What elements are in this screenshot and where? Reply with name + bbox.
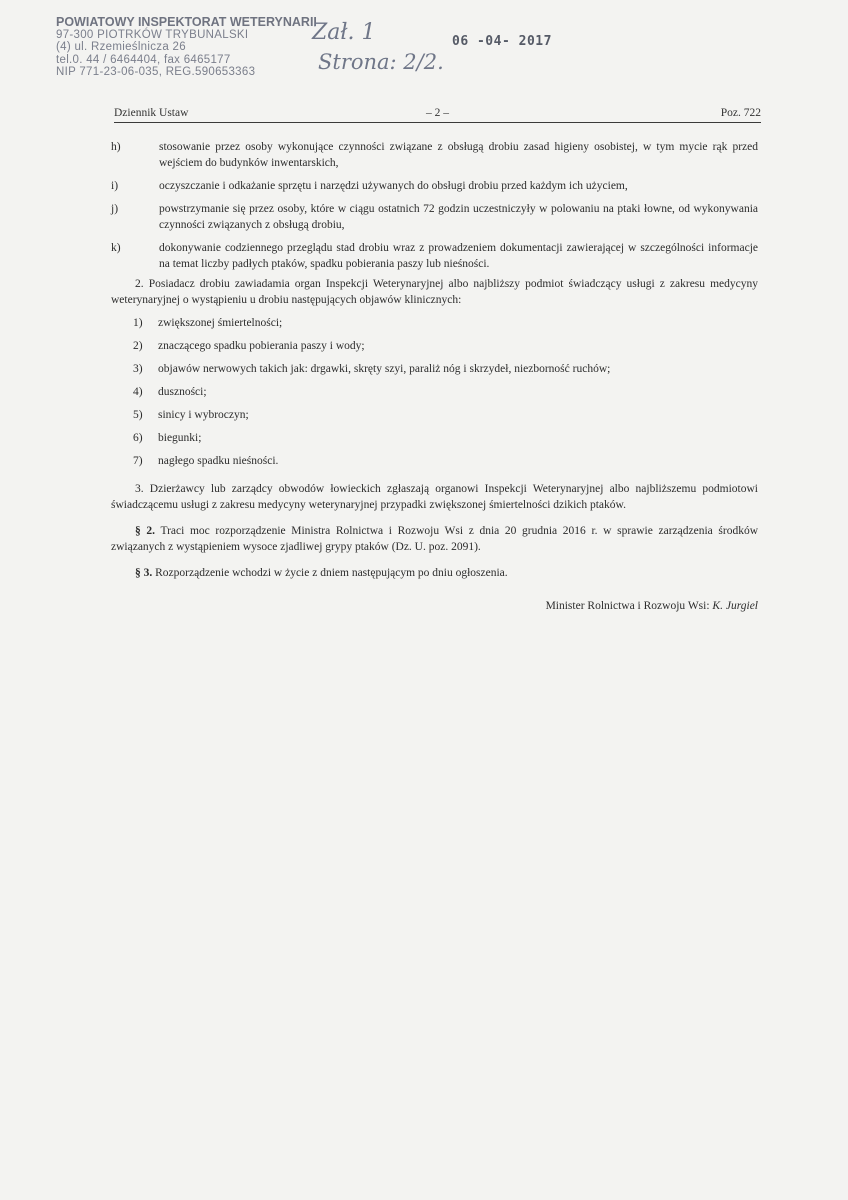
section-2 — [111, 523, 758, 555]
list-item-text: objawów nerwowych takich jak: drgawki, skręty szyi, paraliż nóg i skrzydeł, niezborność ruchów; — [158, 363, 611, 375]
list-item — [111, 178, 758, 194]
date-stamp: 06 -04- 2017 — [452, 34, 552, 49]
list-marker: i) — [111, 180, 119, 192]
document-body — [111, 139, 758, 614]
list-marker: h) — [111, 141, 121, 153]
stamp-line: NIP 771-23-06-035, REG.590653363 — [56, 66, 256, 79]
handwritten-page-note: Strona: 2/2. — [318, 50, 444, 74]
list-marker: 3) — [133, 363, 143, 375]
list-item — [111, 430, 758, 446]
signature — [111, 598, 758, 614]
stamp-line: tel.0. 44 / 6464404, fax 6465177 — [56, 53, 231, 66]
section-3 — [111, 565, 758, 581]
list-item — [111, 139, 758, 171]
stamp-line: (4) ul. Rzemieślnicza 26 — [56, 41, 186, 54]
list-item — [111, 240, 758, 272]
handwritten-attachment-note: Zał. 1 — [312, 20, 376, 45]
list-item-text: oczyszczanie i odkażanie sprzętu i narzędzi używanych do obsługi drobiu przed każdym ich użyciem, — [159, 180, 628, 192]
paragraph-3: 3. Dzierżawcy lub zarządcy obwodów łowieckich zgłaszają organowi Inspekcji Weterynaryjnej albo najbliższemu podmiotowi świadczącemu usługi z zakresu medycyny weterynaryjnej przypadki zwiększonej śmiertelności dzikich ptaków. — [111, 483, 758, 511]
list-item — [111, 384, 758, 400]
paragraph-2: 2. Posiadacz drobiu zawiadamia organ Inspekcji Weterynaryjnej albo najbliższy podmiot świadczący usługi z zakresu medycyny weterynaryjnej o wystąpieniu u drobiu następujących objawów klinicznych: — [111, 278, 758, 306]
list-marker: 7) — [133, 455, 143, 467]
page-number: – 2 – — [426, 107, 449, 119]
signature-title: Minister Rolnictwa i Rozwoju Wsi: — [545, 600, 713, 612]
list-item — [111, 453, 758, 469]
position-number: Poz. 722 — [720, 107, 761, 119]
list-item-text: duszności; — [158, 386, 207, 398]
list-marker: 4) — [133, 386, 143, 398]
list-item-text: znaczącego spadku pobierania paszy i wody; — [158, 340, 365, 352]
section-text: Traci moc rozporządzenie Ministra Rolnictwa i Rozwoju Wsi z dnia 20 grudnia 2016 r. w sprawie zarządzenia środków związanych z wystąpieniem wysoce zjadliwej grypy ptaków (Dz. U. poz. 2091). — [111, 525, 758, 553]
list-item — [111, 315, 758, 331]
list-item-text: zwiększonej śmiertelności; — [158, 317, 283, 329]
list-marker: 1) — [133, 317, 143, 329]
list-item — [111, 201, 758, 233]
stamp-line: POWIATOWY INSPEKTORAT WETERYNARII — [56, 15, 317, 29]
list-item — [111, 361, 758, 377]
section-text: Rozporządzenie wchodzi w życie z dniem następującym po dniu ogłoszenia. — [155, 567, 508, 579]
list-marker: 5) — [133, 409, 143, 421]
header-divider — [114, 122, 761, 123]
list-item — [111, 338, 758, 354]
section-label: § 3. — [135, 567, 153, 579]
list-item-text: nagłego spadku nieśności. — [158, 455, 279, 467]
list-item-text: powstrzymanie się przez osoby, które w ciągu ostatnich 72 godzin uczestniczyły w polowaniu na ptaki łowne, od wykonywania czynności związanych z obsługą drobiu, — [159, 203, 758, 231]
list-item-text: dokonywanie codziennego przeglądu stad drobiu wraz z prowadzeniem dokumentacji zawierającej w szczególności informacje na temat liczby padłych ptaków, spadku pobierania paszy lub nieśności. — [159, 242, 758, 270]
stamp-line: 97-300 PIOTRKÓW TRYBUNALSKI — [56, 28, 249, 41]
list-marker: 6) — [133, 432, 143, 444]
list-marker: 2) — [133, 340, 143, 352]
journal-name: Dziennik Ustaw — [114, 107, 189, 119]
inspectorate-stamp — [56, 15, 317, 79]
list-item — [111, 407, 758, 423]
section-label: § 2. — [135, 525, 156, 537]
signature-name: K. Jurgiel — [712, 600, 758, 612]
list-item-text: sinicy i wybroczyn; — [158, 409, 249, 421]
list-marker: k) — [111, 242, 121, 254]
list-item-text: biegunki; — [158, 432, 202, 444]
list-item-text: stosowanie przez osoby wykonujące czynności związane z obsługą drobiu zasad higieny osobistej, w tym mycie rąk przed wejściem do budynków inwentarskich, — [159, 141, 758, 169]
list-marker: j) — [111, 203, 119, 215]
